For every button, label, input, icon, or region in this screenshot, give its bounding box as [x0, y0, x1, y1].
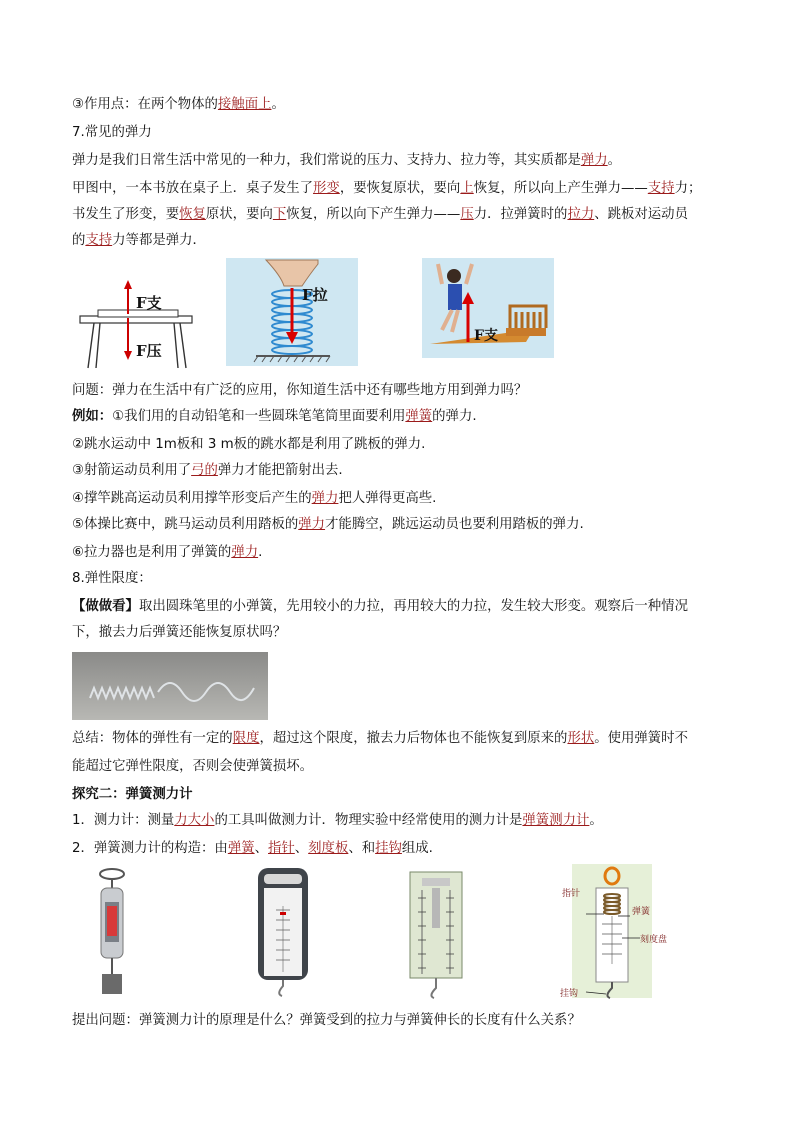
paragraph-table-book-2: 书发生了形变，要恢复原状，要向下恢复，所以向下产生弹力——压力．拉弹簧时的拉力、跳板对运动员	[72, 207, 688, 222]
question-elastic-applications: 问题：弹力在生活中有广泛的应用，你知道生活中还有哪些地方用到弹力吗？	[72, 383, 528, 398]
figure-stretched-spring	[72, 652, 268, 720]
question-spring-scale-principle: 提出问题：弹簧测力计的原理是什么？弹簧受到的拉力与弹簧伸长的长度有什么关系？	[72, 1013, 581, 1028]
section-elastic-limit: 8.弹性限度：	[72, 571, 152, 586]
example-diving: ②跳水运动中 1m板和 3 m板的跳水都是利用了跳板的弹力.	[72, 437, 426, 452]
text-point-of-action: ③作用点：在两个物体的接触面上。	[72, 97, 285, 112]
label-hook: 挂钩	[560, 989, 579, 999]
label-pointer: 指针	[562, 889, 581, 899]
example-pole-vault: ④撑竿跳高运动员利用撑竿形变后产生的弹力把人弹得更高些.	[72, 491, 437, 506]
example-archery: ③射箭运动员利用了弓的弹力才能把箭射出去.	[72, 463, 343, 478]
definition-dynamometer: 1．测力计：测量力大小的工具叫做测力计．物理实验中经常使用的测力计是弹簧测力计。	[72, 813, 603, 828]
spring-scale-structure: 2．弹簧测力计的构造：由弹簧、指针、刻度板、和挂钩组成.	[72, 841, 433, 856]
figure-scale-labeled	[560, 864, 668, 1000]
figure-spring-pull	[226, 258, 358, 366]
paragraph-table-book-3: 的支持力等都是弹力．	[72, 233, 206, 248]
section-spring-scale: 探究二：弹簧测力计	[72, 787, 193, 802]
figure-diving-board	[422, 258, 554, 358]
activity-try-it-cont: 下，撤去力后弹簧还能恢复原状吗？	[72, 625, 287, 640]
example-pen-spring: 例如：①我们用的自动铅笔和一些圆珠笔笔筒里面要利用弹簧的弹力.	[72, 409, 477, 424]
label-f-pressure: F压	[136, 342, 162, 360]
summary-elastic-limit: 总结：物体的弹性有一定的限度，超过这个限度，撤去力后物体也不能恢复到原来的形状。使用弹簧时不	[72, 731, 688, 746]
label-f-support-board: F支	[474, 328, 498, 344]
activity-try-it: 【做做看】取出圆珠笔里的小弹簧，先用较小的力拉，再用较大的力拉，发生较大形变。观察后一种情况	[72, 599, 688, 614]
figure-scale-handheld	[90, 866, 134, 996]
summary-elastic-limit-cont: 能超过它弹性限度，否则会使弹簧损坏。	[72, 759, 314, 774]
section-common-elastic-force: 7.常见的弹力	[72, 125, 152, 140]
label-dial: 刻度盘	[640, 935, 668, 945]
paragraph-table-book-1: 甲图中，一本书放在桌子上．桌子发生了形变，要恢复原状，要向上恢复，所以向上产生弹力——支持力；	[72, 181, 702, 196]
label-f-support: F支	[136, 294, 162, 312]
label-spring: 弹簧	[632, 907, 651, 917]
example-expander: ⑥拉力器也是利用了弹簧的弹力.	[72, 545, 263, 560]
label-f-pull: F拉	[302, 286, 328, 304]
figure-scale-frame	[408, 870, 464, 1000]
figure-book-on-table	[70, 278, 200, 370]
example-vault: ⑤体操比赛中，跳马运动员利用踏板的弹力才能腾空，跳远运动员也要利用踏板的弹力.	[72, 517, 584, 532]
paragraph-elastic-force: 弹力是我们日常生活中常见的一种力，我们常说的压力、支持力、拉力等，其实质都是弹力。	[72, 153, 622, 168]
figure-scale-plate	[254, 866, 312, 998]
